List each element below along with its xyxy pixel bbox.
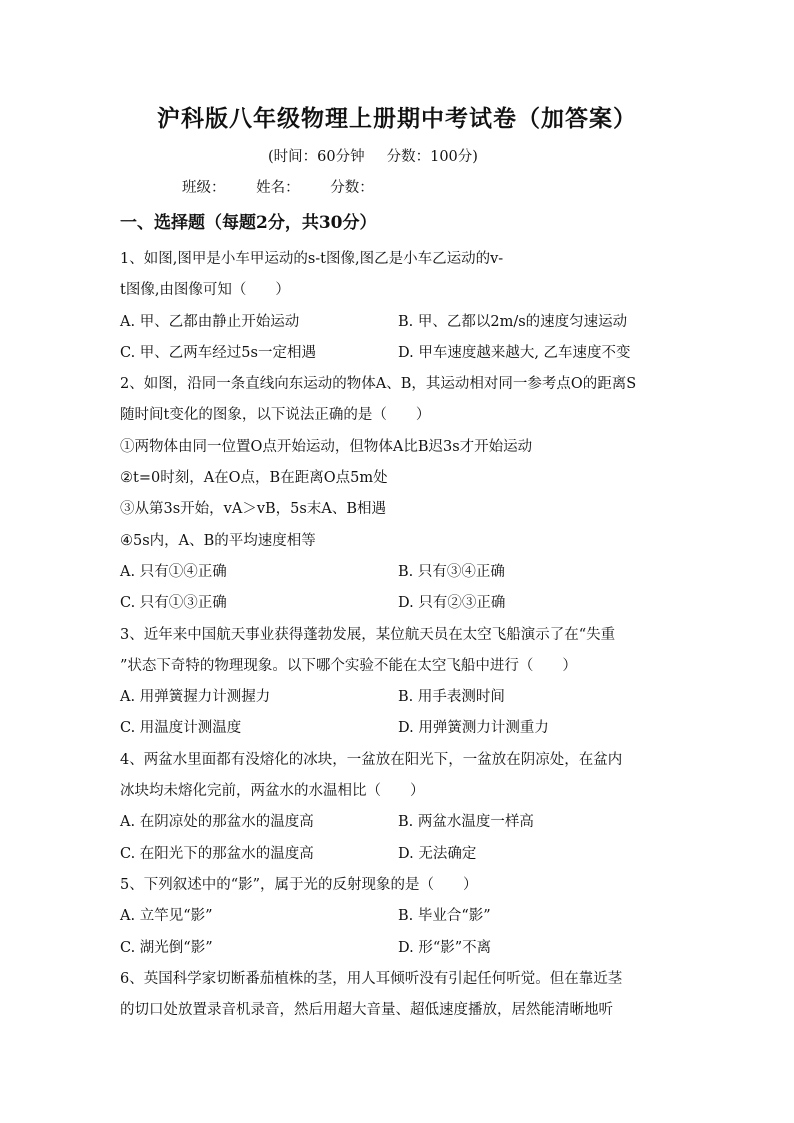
question-5-option-d: D. 形“影”不离 bbox=[398, 939, 492, 956]
question-4-option-d: D. 无法确定 bbox=[398, 845, 477, 862]
question-5-options-row-2 bbox=[120, 933, 680, 964]
student-info bbox=[182, 176, 400, 197]
question-1-stem-line-1: 1、如图,图甲是小车甲运动的s-t图像,图乙是小车乙运动的v- bbox=[120, 251, 504, 267]
points-label: 分数： bbox=[330, 180, 374, 196]
section-heading: 一、选择题（每题2分，共30分） bbox=[120, 213, 377, 233]
question-1-options-row-2 bbox=[120, 338, 680, 369]
question-2-statement-1: ①两物体由同一位置O点开始运动，但物体A比B迟3s才开始运动 bbox=[120, 438, 533, 455]
question-1-options-row-1 bbox=[120, 307, 680, 338]
question-2-option-b: B. 只有③④正确 bbox=[398, 563, 505, 580]
question-4-stem-line-2: 冰块均未熔化完前，两盆水的水温相比（ ） bbox=[120, 783, 425, 800]
question-4-options-row-1 bbox=[120, 807, 680, 838]
name-label: 姓名： bbox=[256, 180, 300, 196]
question-list bbox=[120, 244, 680, 1026]
question-6-stem-line-2: 的切口处放置录音机录音，然后用超大音量、超低速度播放，居然能清晰地听 bbox=[120, 1002, 613, 1019]
question-3-option-c: C. 用温度计测温度 bbox=[120, 720, 242, 737]
question-3-options-row-2 bbox=[120, 713, 680, 744]
question-5-option-c: C. 湖光倒“影” bbox=[120, 939, 213, 956]
question-3-stem-line-1: 3、近年来中国航天事业获得蓬勃发展，某位航天员在太空飞船演示了在“失重 bbox=[120, 626, 616, 643]
question-1-option-a: A. 甲、乙都由静止开始运动 bbox=[120, 313, 300, 330]
question-2-option-c: C. 只有①③正确 bbox=[120, 595, 227, 612]
question-5-options-row-1 bbox=[120, 901, 680, 932]
question-5-option-b: B. 毕业合“影” bbox=[398, 908, 491, 925]
question-2-statement-2: ②t=0时刻，A在O点，B在距离O点5m处 bbox=[120, 470, 388, 487]
exam-total-score: 分数：100分) bbox=[386, 149, 478, 165]
question-3-option-a: A. 用弹簧握力计测握力 bbox=[120, 689, 271, 706]
question-4-option-c: C. 在阳光下的那盆水的温度高 bbox=[120, 845, 314, 862]
question-3-stem-line-2: ”状态下奇特的物理现象。以下哪个实验不能在太空飞船中进行（ ） bbox=[120, 657, 577, 674]
question-1-stem-line-2: t图像,由图像可知（ ） bbox=[120, 282, 290, 299]
question-4-option-b: B. 两盆水温度一样高 bbox=[398, 814, 534, 831]
question-2-options-row-2 bbox=[120, 588, 680, 619]
question-5-stem-line-1: 5、下列叙述中的“影”，属于光的反射现象的是（ ） bbox=[120, 876, 478, 893]
question-4-option-a: A. 在阴凉处的那盆水的温度高 bbox=[120, 814, 314, 831]
question-1-option-c: C. 甲、乙两车经过5s一定相遇 bbox=[120, 344, 316, 361]
question-5-option-a: A. 立竿见“影” bbox=[120, 908, 213, 925]
question-6-stem-line-1: 6、英国科学家切断番茄植株的茎，用人耳倾听没有引起任何听觉。但在靠近茎 bbox=[120, 970, 623, 987]
question-2-statement-3: ③从第3s开始，vA＞vB，5s末A、B相遇 bbox=[120, 501, 386, 518]
question-4-options-row-2 bbox=[120, 839, 680, 870]
exam-title: 沪科版八年级物理上册期中考试卷（加答案） bbox=[157, 105, 637, 132]
question-2-stem-line-2: 随时间t变化的图象，以下说法正确的是（ ） bbox=[120, 407, 431, 424]
question-2-stem-line-1: 2、如图，沿同一条直线向东运动的物体A、B，其运动相对同一参考点O的距离S bbox=[120, 376, 637, 393]
question-2-option-a: A. 只有①④正确 bbox=[120, 563, 227, 580]
question-3-options-row-1 bbox=[120, 682, 680, 713]
exam-time: (时间：60分钟 bbox=[268, 149, 365, 165]
question-4-stem-line-1: 4、两盆水里面都有没熔化的冰块，一盆放在阳光下，一盆放在阴凉处，在盆内 bbox=[120, 751, 623, 768]
class-label: 班级： bbox=[182, 180, 226, 196]
question-3-option-d: D. 用弹簧测力计测重力 bbox=[398, 720, 549, 737]
question-2-option-d: D. 只有②③正确 bbox=[398, 595, 506, 612]
exam-meta bbox=[268, 145, 500, 166]
question-2-statement-4: ④5s内，A、B的平均速度相等 bbox=[120, 532, 316, 549]
question-2-options-row-1 bbox=[120, 557, 680, 588]
question-1-option-b: B. 甲、乙都以2m/s的速度匀速运动 bbox=[398, 313, 628, 330]
question-1-option-d: D. 甲车速度越来越大, 乙车速度不变 bbox=[398, 344, 631, 361]
question-3-option-b: B. 用手表测时间 bbox=[398, 689, 505, 706]
